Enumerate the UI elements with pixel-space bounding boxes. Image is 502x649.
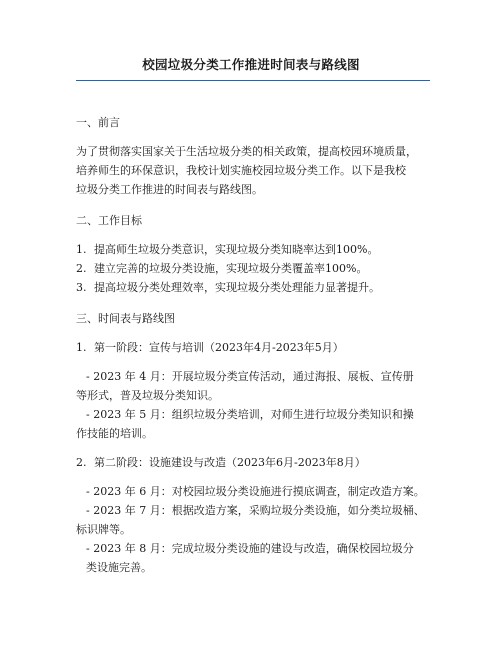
list-number: 1. — [76, 341, 87, 354]
list-text: 提高师生垃圾分类意识，实现垃圾分类知晓率达到100%。 — [94, 243, 379, 256]
list-number: 2. — [76, 456, 87, 469]
list-item — [76, 278, 448, 297]
phase-item-line: - 2023 年 6 月：对校园垃圾分类设施进行摸底调查，制定改造方案。 — [86, 485, 425, 498]
phase-heading — [76, 453, 448, 472]
phase-item-line: - 2023 年 5 月：组织垃圾分类培训，对师生进行垃圾分类知识和操 — [86, 408, 414, 421]
intro-section — [76, 113, 448, 199]
phase-item-line: 等形式，普及垃圾分类知识。 — [76, 389, 219, 402]
phase-item — [76, 539, 448, 558]
intro-line: 为了贯彻落实国家关于生活垃圾分类的相关政策，提高校园环境质量， — [76, 145, 417, 158]
phase-item-line: 标识牌等。 — [76, 523, 131, 536]
title-divider — [76, 80, 430, 81]
section-heading: 一、前言 — [76, 116, 120, 129]
phase-item — [76, 405, 448, 424]
phase-item-line: - 2023 年 8 月：完成垃圾分类设施的建设与改造，确保校园垃圾分 — [86, 542, 414, 555]
phase-item-line: 作技能的培训。 — [76, 427, 153, 440]
goals-section — [76, 211, 448, 297]
phase-title: 第一阶段：宣传与培训（2023年4月-2023年5月） — [94, 341, 344, 354]
section-heading: 三、时间表与路线图 — [76, 312, 175, 325]
list-number: 3. — [76, 281, 87, 294]
list-number: 2. — [76, 262, 87, 275]
list-text: 提高垃圾分类处理效率，实现垃圾分类处理能力显著提升。 — [94, 281, 380, 294]
phase-item-line: - 2023 年 4 月：开展垃圾分类宣传活动，通过海报、展板、宣传册 — [86, 370, 414, 383]
list-text: 建立完善的垃圾分类设施，实现垃圾分类覆盖率100%。 — [94, 262, 368, 275]
intro-line: 垃圾分类工作推进的时间表与路线图。 — [76, 183, 263, 196]
list-number: 1. — [76, 243, 87, 256]
list-item — [76, 240, 448, 259]
list-item — [76, 259, 448, 278]
phase-item — [76, 558, 448, 577]
phase-item — [76, 367, 448, 386]
phase-item-line: - 2023 年 7 月：根据改造方案，采购垃圾分类设施，如分类垃圾桶、 — [86, 504, 425, 517]
phase-heading — [76, 338, 448, 357]
section-heading: 二、工作目标 — [76, 214, 142, 227]
timeline-section — [76, 309, 448, 577]
intro-line: 培养师生的环保意识，我校计划实施校园垃圾分类工作。以下是我校 — [76, 164, 406, 177]
phase-title: 第二阶段：设施建设与改造（2023年6月-2023年8月） — [94, 456, 366, 469]
phase-item — [76, 501, 448, 520]
document-title: 校园垃圾分类工作推进时间表与路线图 — [142, 57, 360, 72]
phase-item — [76, 482, 448, 501]
phase-item-line: 类设施完善。 — [86, 561, 152, 574]
document-body — [76, 113, 448, 589]
